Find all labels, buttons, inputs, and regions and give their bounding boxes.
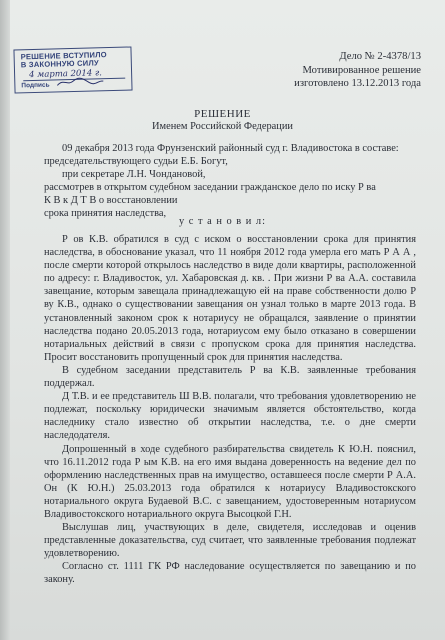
paragraph-witness: Допрошенный в ходе судебного разбирательства свидетель К Ю.Н. пояснил, что 16.11.2012 года Р ым К.В. на его имя выдана доверенность на ведение дел по оформлению наследственных прав на имущество, оставшееся после смерти Р А.А. Он (К Ю.Н.) 25.03.2013 года обратился к нотариусу Владивостокского нотариального округа Будаевой В.С. с завещанием, удостоверенным нотариусом Владивостокского нотариального округа Высоцкой Г.Н. xyxy=(44,443,416,520)
intro-line-4: рассмотрев в открытом судебном заседании гражданское дело по иску Р ва xyxy=(44,182,376,194)
established-heading: у с т а н о в и л: xyxy=(178,216,267,227)
intro-block xyxy=(44,142,416,221)
decision-type: Мотивированное решение xyxy=(302,64,421,76)
stamp-line-1: РЕШЕНИЕ ВСТУПИЛО xyxy=(20,50,107,62)
paragraph-defendant: Д Т.В. и ее представитель Ш В.В. полагали, что требования удовлетворению не подлежат, поскольку юридически значимым является обстоятельство, когда наследнику стало известно об открытии наследства, т.е. о дне смерти наследодателя. xyxy=(44,391,416,442)
stamp-signature-label: Подпись xyxy=(21,81,50,90)
document-subtitle: Именем Российской Федерации xyxy=(152,121,293,132)
paragraph-court-opinion: Выслушав лиц, участвующих в деле, свидетеля, исследовав и оценив представленные доказательства, суд считает, что заявленные требования подлежат удовлетворению. xyxy=(44,522,416,560)
case-info xyxy=(294,50,421,91)
intro-line-5: К В к Д Т В о восстановлении xyxy=(44,195,178,207)
case-number: Дело № 2-4378/13 xyxy=(339,51,421,62)
decision-body xyxy=(44,233,416,587)
intro-line-2: председательствующего судьи Е.Б. Богут, xyxy=(44,156,228,168)
intro-line-1: 09 декабря 2013 года Фрунзенский районный суд г. Владивостока в составе: xyxy=(62,143,399,154)
decision-date: изготовлено 13.12.2013 года xyxy=(294,78,421,90)
legal-force-stamp xyxy=(13,46,132,93)
page-edge-shadow xyxy=(0,0,10,640)
document-title: РЕШЕНИЕ xyxy=(194,108,251,120)
paragraph-representative: В судебном заседании представитель Р ва К.В. заявленные требования поддержал. xyxy=(44,364,416,390)
intro-line-3: при секретаре Л.Н. Чондановой, xyxy=(62,169,206,181)
paragraph-law-article: Согласно ст. 1111 ГК РФ наследование осуществляется по завещанию и по закону. xyxy=(44,561,416,586)
handwritten-signature xyxy=(55,76,105,87)
paragraph-claim: Р ов К.В. обратился в суд с иском о восстановлении срока для принятия наследства, в обоснование указал, что 11 ноября 2012 года умерла его мать Р А А , после смерти которой открылось наследство в виде доли квартиры, расположенной по адресу: г. Владивосток, ул. Хабаровская д. кв. . При жизни Р ва А.А. составила завещание, которым завещала принадлежащую ей на праве собственности долю Р ву К.В., однако о существовании завещания он узнал только в марте 2013 года. В установленный законом срок к нотариусу не обращался, заявление о принятии наследства подано 20.05.2013 года, нотариусом ему было отказано в совершении нотариальных действий в связи с пропуском срока для принятия наследства. Просит восстановить пропущенный срок для принятия наследства. xyxy=(44,234,416,363)
stamp-date: 4 марта 2014 г. xyxy=(28,68,103,81)
stamp-line-2: В ЗАКОННУЮ СИЛУ xyxy=(20,58,99,70)
intro-line-6: срока принятия наследства, xyxy=(44,208,167,220)
